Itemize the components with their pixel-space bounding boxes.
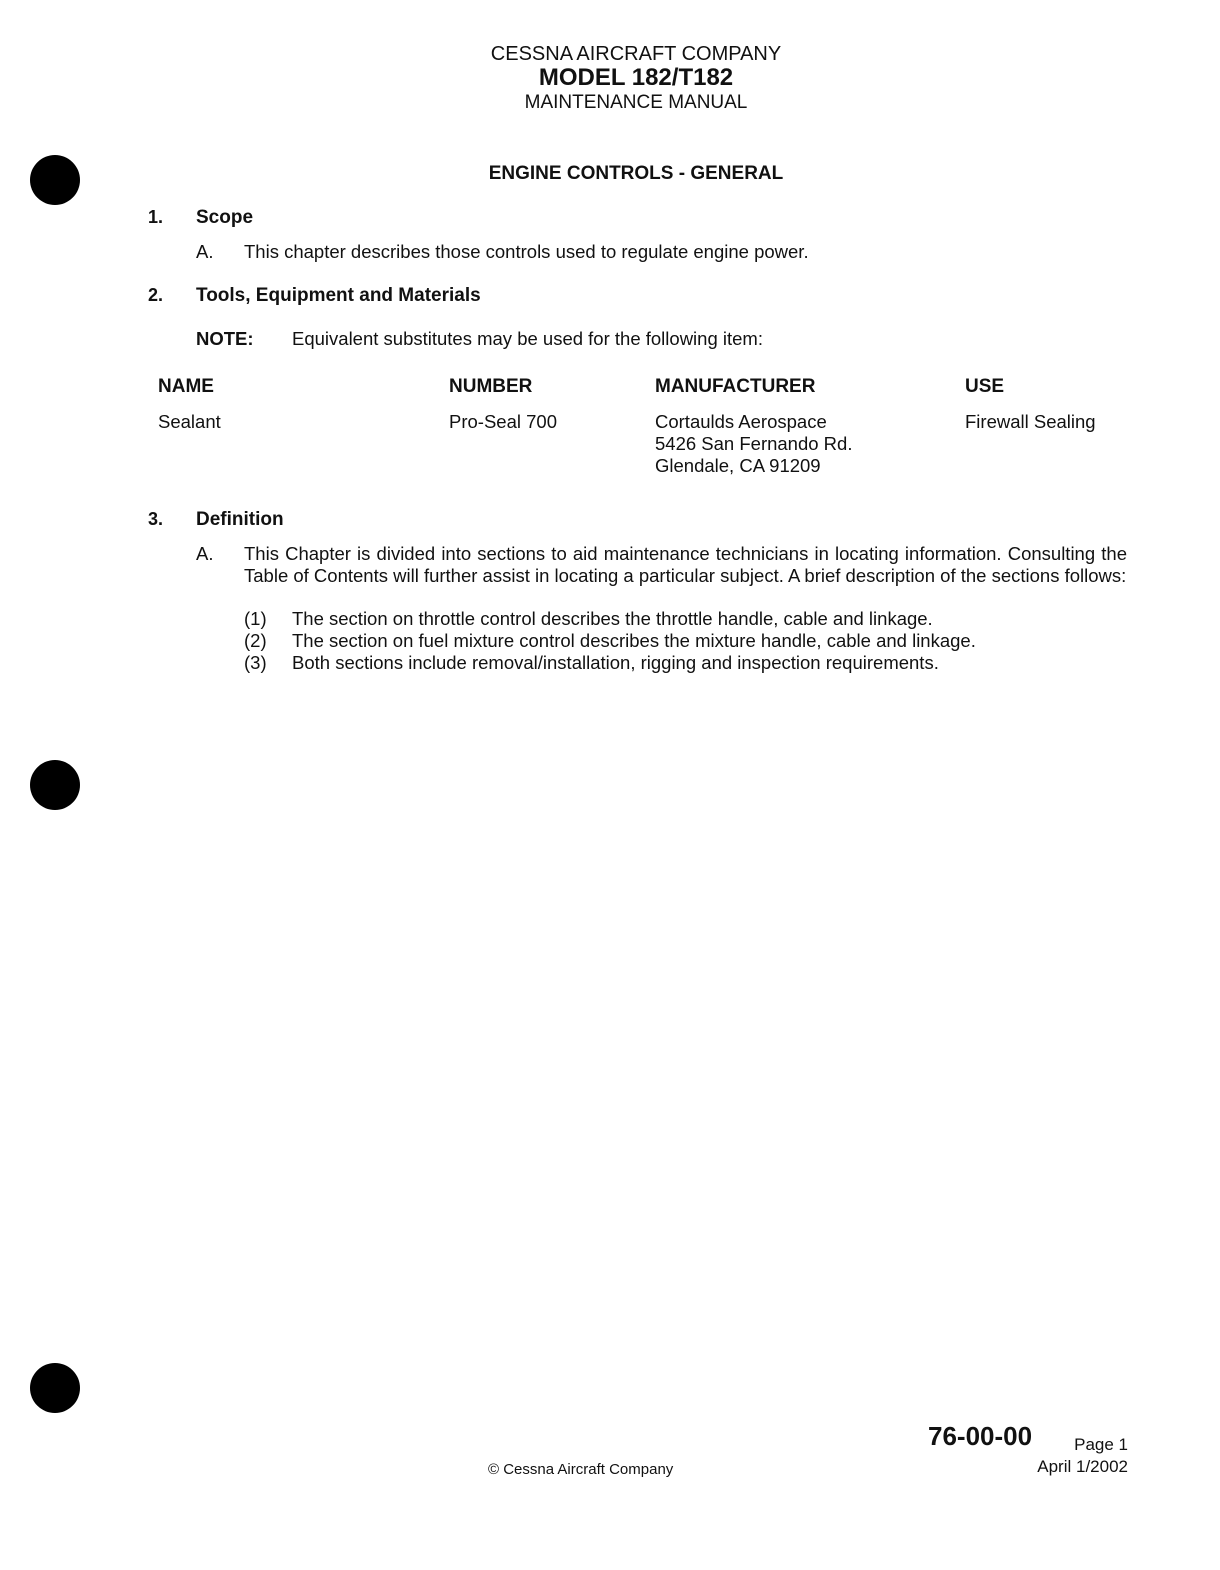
- footer-page-number: Page 1: [1074, 1435, 1128, 1454]
- manufacturer-line-3: Glendale, CA 91209: [655, 455, 821, 476]
- table-header-number: NUMBER: [449, 376, 533, 397]
- section-1-title: Scope: [196, 207, 254, 228]
- header-company: CESSNA AIRCRAFT COMPANY: [490, 43, 782, 65]
- section-3-paragraph-letter: A.: [196, 543, 214, 564]
- section-2-title: Tools, Equipment and Materials: [196, 285, 481, 306]
- section-3-paragraph: This Chapter is divided into sections to aid maintenance technicians in locating information. Consulting the Table of Contents will further assist in locating a particular subject. A brief description of the sections follows:: [244, 543, 1127, 586]
- section-1-paragraph: This chapter describes those controls used to regulate engine power.: [244, 241, 809, 262]
- list-item-text: The section on throttle control describes the throttle handle, cable and linkage.: [292, 608, 933, 629]
- table-header-use: USE: [965, 376, 1005, 397]
- page-title: ENGINE CONTROLS - GENERAL: [488, 163, 784, 184]
- section-1-paragraph-letter: A.: [196, 241, 214, 262]
- list-item-number: (3): [244, 652, 267, 673]
- manufacturer-line-2: 5426 San Fernando Rd.: [655, 433, 853, 454]
- section-2-number: 2.: [148, 285, 164, 305]
- table-cell-use: Firewall Sealing: [965, 411, 1096, 432]
- note-label: NOTE:: [196, 328, 254, 349]
- footer-document-id: 76-00-00: [928, 1421, 1033, 1451]
- note-text: Equivalent substitutes may be used for the following item:: [292, 328, 763, 349]
- table-header-manufacturer: MANUFACTURER: [655, 376, 816, 397]
- list-item-number: (2): [244, 630, 267, 651]
- section-3-title: Definition: [196, 509, 284, 530]
- header-manual: MAINTENANCE MANUAL: [524, 92, 748, 113]
- table-cell-number: Pro-Seal 700: [449, 411, 557, 432]
- header-model: MODEL 182/T182: [538, 64, 734, 91]
- list-item-text: The section on fuel mixture control describes the mixture handle, cable and linkage.: [292, 630, 976, 651]
- manufacturer-line-1: Cortaulds Aerospace: [655, 411, 827, 432]
- table-cell-manufacturer: [655, 411, 852, 477]
- table-header-name: NAME: [158, 376, 214, 397]
- binder-hole-bottom: [30, 1363, 80, 1413]
- footer-copyright: © Cessna Aircraft Company: [488, 1461, 674, 1478]
- table-cell-name: Sealant: [158, 411, 221, 432]
- list-item-text: Both sections include removal/installation, rigging and inspection requirements.: [292, 652, 939, 673]
- section-1-number: 1.: [148, 207, 164, 227]
- binder-hole-middle: [30, 760, 80, 810]
- section-3-number: 3.: [148, 509, 164, 529]
- list-item-number: (1): [244, 608, 267, 629]
- footer-date: April 1/2002: [1037, 1457, 1128, 1476]
